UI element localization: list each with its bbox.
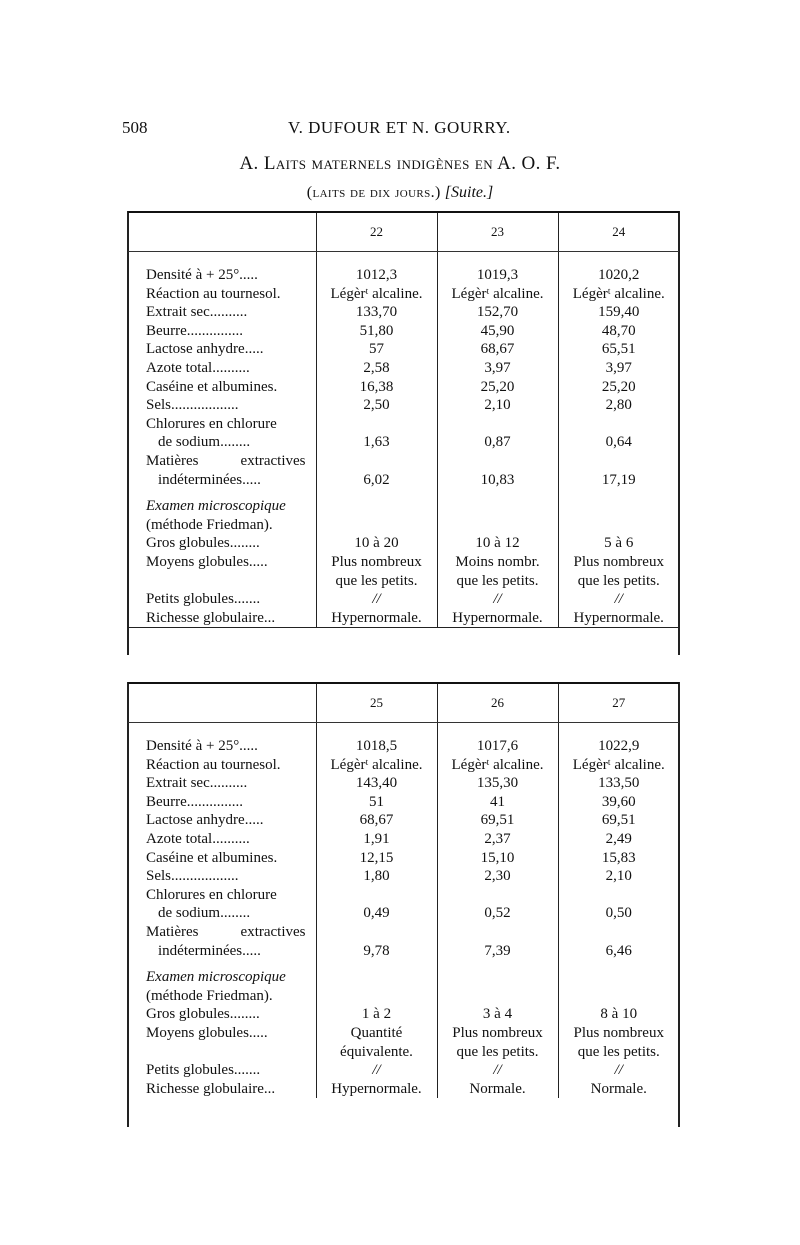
row-label: Réaction au tournesol. [146, 285, 281, 302]
column-number: 23 [437, 212, 558, 252]
header-blank [128, 683, 316, 723]
row-label: Azote total.......... [146, 830, 250, 847]
row-label: indéterminées..... [158, 471, 261, 488]
cell: 2,80 [558, 396, 679, 415]
cell: Hypernormale. [558, 609, 679, 628]
row-label: Chlorures en chlorure [146, 415, 277, 432]
cell: que les petits. [558, 1043, 679, 1062]
cell: Moins nombr. [437, 553, 558, 572]
cell: 68,67 [316, 811, 437, 830]
cell: 6,02 [316, 471, 437, 490]
cell: 5 à 6 [558, 534, 679, 553]
row-caseine [128, 849, 679, 868]
table-header-row [128, 212, 679, 252]
column-number: 26 [437, 683, 558, 723]
cell: 2,50 [316, 396, 437, 415]
row-label: Caséine et albumines. [146, 378, 278, 395]
subtitle-prefix: (laits de dix jours.) [306, 184, 441, 201]
cell: 0,87 [437, 433, 558, 452]
cell: 0,49 [316, 904, 437, 923]
cell: 6,46 [558, 942, 679, 961]
row-beurre [128, 322, 679, 341]
row-moyens-1 [128, 553, 679, 572]
cell: Légèrᵗ alcaline. [558, 756, 679, 775]
row-densite [128, 266, 679, 285]
row-densite [128, 737, 679, 756]
cell: 16,38 [316, 378, 437, 397]
cell: 65,51 [558, 340, 679, 359]
cell: équivalente. [316, 1043, 437, 1062]
cell: 39,60 [558, 793, 679, 812]
row-label: de sodium........ [158, 905, 251, 922]
cell: 3,97 [437, 359, 558, 378]
cell: que les petits. [316, 572, 437, 591]
row-label: Moyens globules..... [146, 553, 268, 570]
row-chlorures-2 [128, 433, 679, 452]
cell: 159,40 [558, 303, 679, 322]
row-moyens-2 [128, 572, 679, 591]
cell: 1017,6 [437, 737, 558, 756]
cell: 57 [316, 340, 437, 359]
cell: 1,63 [316, 433, 437, 452]
cell: // [437, 590, 558, 609]
cell: 1020,2 [558, 266, 679, 285]
subtitle-suite: [Suite.] [444, 184, 494, 201]
cell: 0,64 [558, 433, 679, 452]
row-label: Gros globules........ [146, 1006, 260, 1023]
row-label: Caséine et albumines. [146, 849, 278, 866]
row-examen [128, 497, 679, 516]
cell: 3 à 4 [437, 1005, 558, 1024]
cell: 45,90 [437, 322, 558, 341]
cell: 1022,9 [558, 737, 679, 756]
cell: 2,58 [316, 359, 437, 378]
cell: Légèrᵗ alcaline. [316, 285, 437, 304]
row-sels [128, 867, 679, 886]
cell: Légèrᵗ alcaline. [558, 285, 679, 304]
cell: 51,80 [316, 322, 437, 341]
row-richesse [128, 1080, 679, 1099]
cell: 12,15 [316, 849, 437, 868]
cell: Hypernormale. [316, 1080, 437, 1099]
row-label: Petits globules....... [146, 591, 261, 608]
label-part: Matières [146, 452, 199, 469]
cell: 2,10 [437, 396, 558, 415]
cell: 0,50 [558, 904, 679, 923]
cell: Plus nombreux [558, 1024, 679, 1043]
page-number: 508 [122, 118, 148, 137]
row-beurre [128, 793, 679, 812]
cell: Normale. [437, 1080, 558, 1099]
row-richesse [128, 609, 679, 628]
cell: 15,10 [437, 849, 558, 868]
row-label: Richesse globulaire... [128, 609, 316, 628]
row-label: indéterminées..... [158, 942, 261, 959]
cell: 2,10 [558, 867, 679, 886]
row-petits [128, 590, 679, 609]
cell: // [558, 590, 679, 609]
cell: que les petits. [437, 1043, 558, 1062]
label-part: Matières [146, 923, 199, 940]
cell: 135,30 [437, 774, 558, 793]
row-label: Beurre............... [146, 793, 244, 810]
cell: que les petits. [437, 572, 558, 591]
row-label: Chlorures en chlorure [146, 886, 277, 903]
cell: 10,83 [437, 471, 558, 490]
row-lactose [128, 340, 679, 359]
running-head: V. DUFOUR ET N. GOURRY. [288, 118, 511, 137]
row-label: Gros globules........ [146, 535, 260, 552]
row-label: Densité à + 25°..... [146, 738, 258, 754]
cell: Légèrᵗ alcaline. [437, 756, 558, 775]
cell: 17,19 [558, 471, 679, 490]
cell: que les petits. [558, 572, 679, 591]
row-label: de sodium........ [158, 434, 251, 451]
cell: // [316, 1061, 437, 1080]
cell: // [316, 590, 437, 609]
row-caseine [128, 378, 679, 397]
row-chlorures-1 [128, 886, 679, 905]
cell: Légèrᵗ alcaline. [437, 285, 558, 304]
row-label: Moyens globules..... [146, 1024, 268, 1041]
cell: 68,67 [437, 340, 558, 359]
row-label: Lactose anhydre..... [146, 812, 264, 829]
cell: Hypernormale. [316, 609, 437, 628]
data-table-1 [128, 211, 679, 628]
row-label: Richesse globulaire... [146, 1080, 276, 1097]
row-gros [128, 1005, 679, 1024]
cell: 48,70 [558, 322, 679, 341]
row-matieres-2 [128, 942, 679, 961]
row-moyens-1 [128, 1024, 679, 1043]
row-reaction [128, 285, 679, 304]
row-label: Examen microscopique [146, 498, 286, 515]
row-label: Densité à + 25°..... [146, 267, 258, 283]
row-extrait [128, 303, 679, 322]
cell: // [437, 1061, 558, 1080]
data-table-2 [128, 682, 679, 1098]
row-methode [128, 516, 679, 535]
cell: Plus nombreux [316, 553, 437, 572]
cell: 8 à 10 [558, 1005, 679, 1024]
cell: 1012,3 [316, 266, 437, 285]
cell: 41 [437, 793, 558, 812]
cell: 1019,3 [437, 266, 558, 285]
cell: 1 à 2 [316, 1005, 437, 1024]
table-header-row [128, 683, 679, 723]
cell: 15,83 [558, 849, 679, 868]
column-number: 22 [316, 212, 437, 252]
row-label: Extrait sec.......... [146, 775, 248, 792]
cell: 1,91 [316, 830, 437, 849]
cell: 2,37 [437, 830, 558, 849]
row-label: Azote total.......... [146, 359, 250, 376]
row-matieres-1 [128, 923, 679, 942]
row-moyens-2 [128, 1043, 679, 1062]
row-label: Examen microscopique [146, 969, 286, 986]
cell: Plus nombreux [558, 553, 679, 572]
cell: 2,30 [437, 867, 558, 886]
cell: 0,52 [437, 904, 558, 923]
row-matieres-2 [128, 471, 679, 490]
cell: Quantité [316, 1024, 437, 1043]
row-extrait [128, 774, 679, 793]
cell: Plus nombreux [437, 1024, 558, 1043]
row-label: (méthode Friedman). [146, 516, 273, 533]
cell: 25,20 [437, 378, 558, 397]
cell: 51 [316, 793, 437, 812]
row-label: Petits globules....... [146, 1062, 261, 1079]
row-label: Sels.................. [146, 397, 239, 414]
cell: 143,40 [316, 774, 437, 793]
cell: 2,49 [558, 830, 679, 849]
row-gros [128, 534, 679, 553]
cell: Normale. [558, 1080, 679, 1099]
cell: 25,20 [558, 378, 679, 397]
page-header [0, 118, 800, 144]
column-number: 25 [316, 683, 437, 723]
cell: Légèrᵗ alcaline. [316, 756, 437, 775]
cell: 7,39 [437, 942, 558, 961]
table-title: A. Laits maternels indigènes en A. O. F. [239, 153, 561, 174]
cell: 133,50 [558, 774, 679, 793]
cell: 9,78 [316, 942, 437, 961]
row-chlorures-2 [128, 904, 679, 923]
column-number: 27 [558, 683, 679, 723]
row-label: Lactose anhydre..... [146, 341, 264, 358]
label-part: extractives [240, 452, 306, 469]
cell: 133,70 [316, 303, 437, 322]
row-label: Extrait sec.......... [146, 304, 248, 321]
row-examen [128, 968, 679, 987]
row-label: (méthode Friedman). [146, 987, 273, 1004]
row-label [128, 452, 316, 471]
column-number: 24 [558, 212, 679, 252]
cell: 10 à 12 [437, 534, 558, 553]
table-subtitle [0, 184, 800, 202]
cell: Hypernormale. [437, 609, 558, 628]
cell: // [558, 1061, 679, 1080]
cell: 1,80 [316, 867, 437, 886]
cell: 1018,5 [316, 737, 437, 756]
row-label [128, 923, 316, 942]
header-blank [128, 212, 316, 252]
cell: 152,70 [437, 303, 558, 322]
label-part: extractives [240, 923, 306, 940]
cell: 69,51 [437, 811, 558, 830]
row-matieres-1 [128, 452, 679, 471]
row-lactose [128, 811, 679, 830]
row-azote [128, 359, 679, 378]
row-methode [128, 987, 679, 1006]
row-chlorures-1 [128, 415, 679, 434]
row-azote [128, 830, 679, 849]
row-label: Réaction au tournesol. [146, 756, 281, 773]
cell: 3,97 [558, 359, 679, 378]
cell: 69,51 [558, 811, 679, 830]
row-reaction [128, 756, 679, 775]
row-label: Sels.................. [146, 868, 239, 885]
row-label: Beurre............... [146, 322, 244, 339]
row-sels [128, 396, 679, 415]
cell: 10 à 20 [316, 534, 437, 553]
row-petits [128, 1061, 679, 1080]
